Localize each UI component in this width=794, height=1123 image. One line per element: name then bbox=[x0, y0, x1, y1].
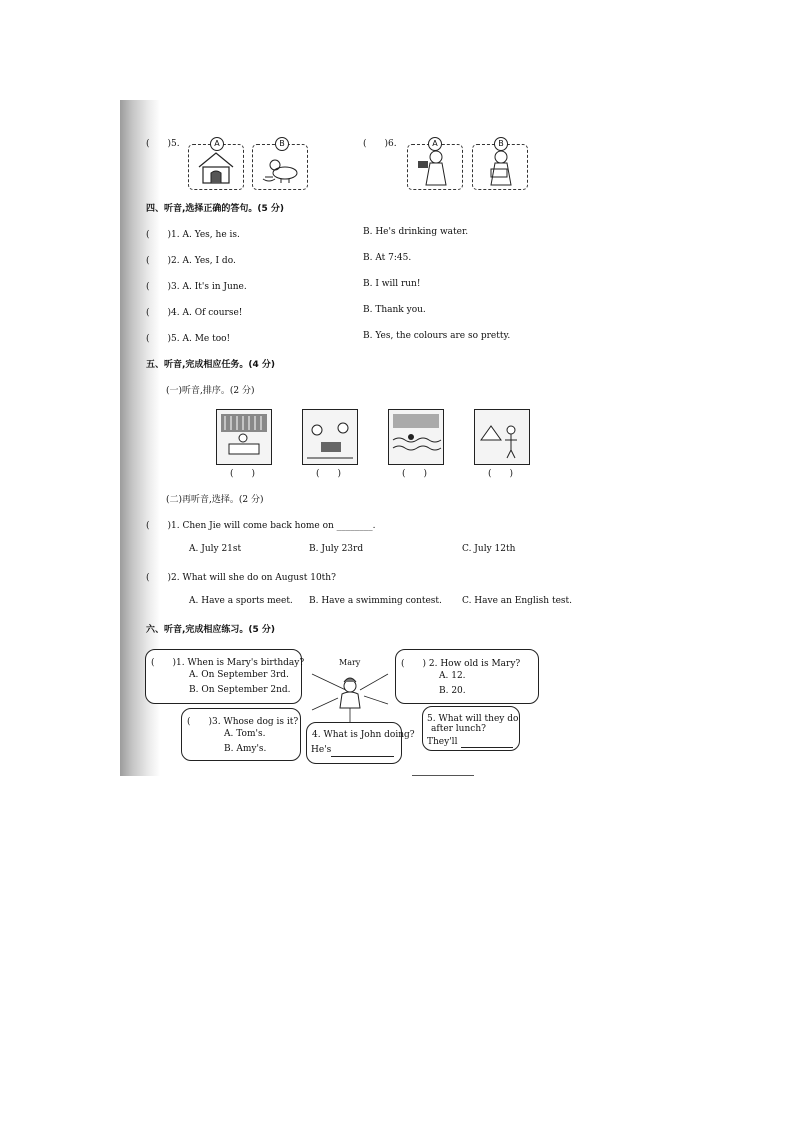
picnic-icon bbox=[303, 410, 357, 464]
s4-q3-option-b: B. I will run! bbox=[363, 279, 421, 289]
option-a-circle: A bbox=[210, 137, 224, 151]
picture-library bbox=[216, 409, 272, 465]
s5-q2-option-b: B. Have a swimming contest. bbox=[309, 596, 442, 606]
b2-option-a: A. 12. bbox=[439, 671, 466, 681]
box-after-lunch bbox=[422, 706, 520, 751]
question-5-paren: ( )5. bbox=[146, 139, 180, 149]
picture-picnic bbox=[302, 409, 358, 465]
s4-q4-option-b: B. Thank you. bbox=[363, 305, 426, 315]
picture-camping bbox=[474, 409, 530, 465]
page-edge-line bbox=[412, 775, 474, 776]
order-paren-1: ( ) bbox=[230, 469, 256, 479]
b5-answer-prefix: They'll bbox=[427, 737, 458, 747]
s4-q2: ( )2. A. Yes, I do. bbox=[146, 256, 236, 266]
s5-q1: ( )1. Chen Jie will come back home on ________. bbox=[146, 521, 376, 531]
s4-q2-option-b: B. At 7:45. bbox=[363, 253, 412, 263]
b5-answer-blank[interactable] bbox=[461, 738, 513, 748]
s4-q1-option-b: B. He's drinking water. bbox=[363, 227, 469, 237]
b1-question: ( )1. When is Mary's birthday? bbox=[151, 658, 305, 668]
order-paren-3: ( ) bbox=[402, 469, 428, 479]
b4-question: 4. What is John doing? bbox=[312, 730, 415, 740]
section-5-heading: 五、听音,完成相应任务。(4 分) bbox=[146, 360, 276, 370]
b2-question: ( ) 2. How old is Mary? bbox=[401, 659, 521, 669]
s5-q1-option-b: B. July 23rd bbox=[309, 544, 364, 554]
s4-q5: ( )5. A. Me too! bbox=[146, 334, 231, 344]
section-4-heading: 四、听音,选择正确的答句。(5 分) bbox=[146, 204, 285, 214]
swimming-icon bbox=[389, 410, 443, 464]
b5-question-line-1: 5. What will they do bbox=[427, 714, 519, 724]
doghouse-icon bbox=[189, 145, 243, 189]
s5-q1-option-c: C. July 12th bbox=[462, 544, 516, 554]
question-6-paren: ( )6. bbox=[363, 139, 397, 149]
b3-option-a: A. Tom's. bbox=[224, 729, 266, 739]
dog-icon bbox=[253, 145, 307, 189]
picture-swimming bbox=[388, 409, 444, 465]
b3-option-b: B. Amy's. bbox=[224, 744, 267, 754]
order-paren-4: ( ) bbox=[488, 469, 514, 479]
s4-q5-option-b: B. Yes, the colours are so pretty. bbox=[363, 331, 511, 341]
s5-q2-option-c: C. Have an English test. bbox=[462, 596, 572, 606]
box-dog bbox=[181, 708, 301, 761]
s5-part-2-title: (二)再听音,选择。(2 分) bbox=[166, 495, 264, 505]
s5-part-1-title: (一)听音,排序。(2 分) bbox=[166, 386, 255, 396]
option-b-circle: B bbox=[494, 137, 508, 151]
girl-icon bbox=[408, 145, 462, 189]
option-b-circle: B bbox=[275, 137, 289, 151]
box-age bbox=[395, 649, 539, 704]
s5-q2-option-a: A. Have a sports meet. bbox=[189, 596, 293, 606]
s5-q1-option-a: A. July 21st bbox=[189, 544, 242, 554]
girl-reading-icon bbox=[473, 145, 527, 189]
order-paren-2: ( ) bbox=[316, 469, 342, 479]
library-icon bbox=[217, 410, 271, 464]
option-a-circle: A bbox=[428, 137, 442, 151]
camping-icon bbox=[475, 410, 529, 464]
mary-label: Mary bbox=[339, 658, 361, 667]
scanned-page bbox=[120, 100, 572, 776]
box-birthday bbox=[145, 649, 305, 704]
box-john bbox=[306, 722, 415, 764]
b4-answer-blank[interactable] bbox=[331, 747, 394, 757]
s4-q4: ( )4. A. Of course! bbox=[146, 308, 243, 318]
section-6-heading: 六、听音,完成相应练习。(5 分) bbox=[146, 625, 276, 635]
s5-q2: ( )2. What will she do on August 10th? bbox=[146, 573, 336, 583]
b5-question-line-2: after lunch? bbox=[431, 724, 486, 734]
b1-option-b: B. On September 2nd. bbox=[189, 685, 291, 695]
b4-answer-prefix: He's bbox=[311, 745, 332, 755]
s4-q1: ( )1. A. Yes, he is. bbox=[146, 230, 240, 240]
b2-option-b: B. 20. bbox=[439, 686, 466, 696]
b3-question: ( )3. Whose dog is it? bbox=[187, 717, 299, 727]
b1-option-a: A. On September 3rd. bbox=[189, 670, 289, 680]
s4-q3: ( )3. A. It's in June. bbox=[146, 282, 247, 292]
